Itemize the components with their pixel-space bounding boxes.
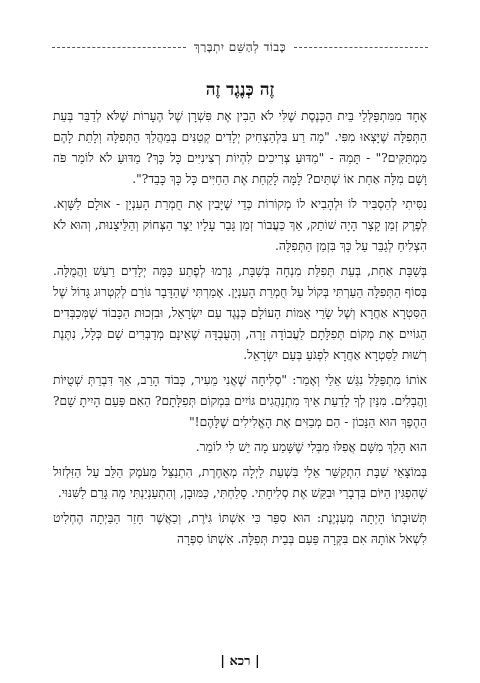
paragraph: אֶחָד מִמִּתְפַּלְּלֵי בֵּית הַכְּנֶסֶת שֶׁלִּי לֹא הֵבִין אֶת פִּשְׁרָן שֶׁל הֶעָרוֹת שֶׁלֹּא לְדַבֵּר בְּעֵת הַתְּפִלָּה שֶׁיָּצְאוּ מִפִּי. "מָה רַע בִּלְהַצְחִיק יְלָדִים קְטַנִּים בְּמַהֲלַךְ הַתְּפִלָּה וְלָתֵת לָהֶם מַמְתַּקִּים?" - תָּמַהּ - "מַדּוּעַ צְרִיכִים לִהְיוֹת רְצִינִיִּים כָּל כָּךְ? מַדּוּעַ לֹא לוֹמַר פֹּה וָשָׁם מִלָּה אַחַת אוֹ שְׁתַּיִם? לָמָּה לָקַחַת אֶת הַחַיִּים כָּל כָּךְ כָּבֵד?". xyxy=(53,109,427,186)
running-header xyxy=(52,38,428,56)
chapter-title: זֶה כְּנֶגֶד זֶה xyxy=(205,80,275,100)
body-text xyxy=(53,106,427,643)
page-number: | רכא | xyxy=(220,654,260,669)
header-rule-left xyxy=(52,47,186,48)
paragraph: נִסִּיתִי לְהַסְבִּיר לוֹ וּלְהָבִיא לוֹ מְקוֹרוֹת כְּדֵי שֶׁיָּבִין אֶת חֻמְרַת הָעִנְיָן - אוּלָם לַשָּׁוְא. לְפֶרֶק זְמַן קָצָר הָיָה שׁוֹתֵק, אַךְ כַּעֲבוֹר זְמַן גָּבַר עָלָיו יֵצֶר הַצְּחוֹק וְהַלֵּיצָנוּת, וְהוּא לֹא הִצְלִיחַ לְגַבֵּר עַל כָּךְ בִּזְמַן הַתְּפִלָּה. xyxy=(53,197,427,253)
paragraph: אוֹתוֹ מִתְפַּלֵּל נִגַּשׁ אֵלַי וְאָמַר: "סְלִיחָה שֶׁאֲנִי מֵעִיר, כְּבוֹד הָרַב, אַךְ דִּבְרַתְּ שְׁטֻיּוֹת וַהֲבָלִים. מִנַּיִן לְךָ לָדַעַת אֵיךְ מִתְנַהֲגִים גּוֹיִים בִּמְקוֹם תְּפִלָּתָם? הַאִם פַּעַם הָיִיתָ שָׁם? הַהֶפֶךְ הוּא הַנָּכוֹן - הֵם מְבַזִּים אֶת הָאֱלִילִים שֶׁלָּהֶם!" xyxy=(53,373,427,429)
paragraph: בְּשַׁבָּת אַחַת, בְּעֵת תְּפִלַּת מִנְחָה בְּשַׁבָּת, גָּרְמוּ לְפֶתַע כַּמָּה יְלָדִים רַעַשׁ וַהֲמֻלָּה. בְּסוֹף הַתְּפִלָּה הֵעַרְתִּי בְּקוֹל עַל חֻמְרַת הָעִנְיָן. אָמַרְתִּי שֶׁהַדָּבָר גּוֹרֵם לְקִטְרוּג גָּדוֹל שֶׁל הַסִּטְרָא אַחֲרָא וְשֶׁל שָׂרֵי אֻמּוֹת הָעוֹלָם כְּנֶגֶד עַם יִשְׂרָאֵל, וּבִזְכוּת הַכָּבוֹד שֶׁמְּכַבְּדִים הַגּוֹיִים אֶת מְקוֹם תְּפִלָּתָם לַעֲבוֹדָה זָרָה, וְהָעֻבְדָּה שֶׁאֵינָם מְדַבְּרִים שָׁם כְּלָל, נִתֶּנֶת רְשׁוּת לַסִּטְרָא אַחֲרָא לִפְגֹּעַ בְּעַם יִשְׂרָאֵל. xyxy=(53,264,427,362)
paragraph: בְּמוֹצָאֵי שַׁבָּת הִתְקַשֵּׁר אֵלַי בִּשְׁעַת לַיְלָה מְאֻחֶרֶת, הִתְנַצֵּל מֵעֹמֶק הַלֵּב עַל הַזִּלְזוּל שֶׁהִפְגִּין הַיּוֹם בִּדְבָרַי וּבִקֵּשׁ אֶת סְלִיחָתִי. סָלַחְתִּי, כַּמּוּבָן, וְהִתְעַנְיַנְתִּי מָה גָּרַם לַשִּׁנּוּי. xyxy=(53,465,427,500)
paragraph: תְּשׁוּבָתוֹ הָיְתָה מְעַנְיֶנֶת: הוּא סִפֵּר כִּי אִשְׁתּוֹ גִּיֹּרֶת, וְכַאֲשֶׁר חָזַר הַבַּיְתָה הֶחְלִיט לִשְׁאֹל אוֹתָהּ אִם בִּקְּרָה פַּעַם בְּבֵית תְּפִלָּה. אִשְׁתּוֹ סִפְּרָה xyxy=(53,511,427,546)
paragraph: הוּא הָלַךְ מִשָּׁם אֲפִלּוּ מִבְּלִי שֶׁשָּׁמַע מָה יֵשׁ לִי לוֹמַר. xyxy=(195,440,427,454)
running-header-title: כָּבוֹד לְהַשֵּׁם יִתְבָּרַךְ xyxy=(193,39,287,54)
header-rule-right xyxy=(294,47,428,48)
